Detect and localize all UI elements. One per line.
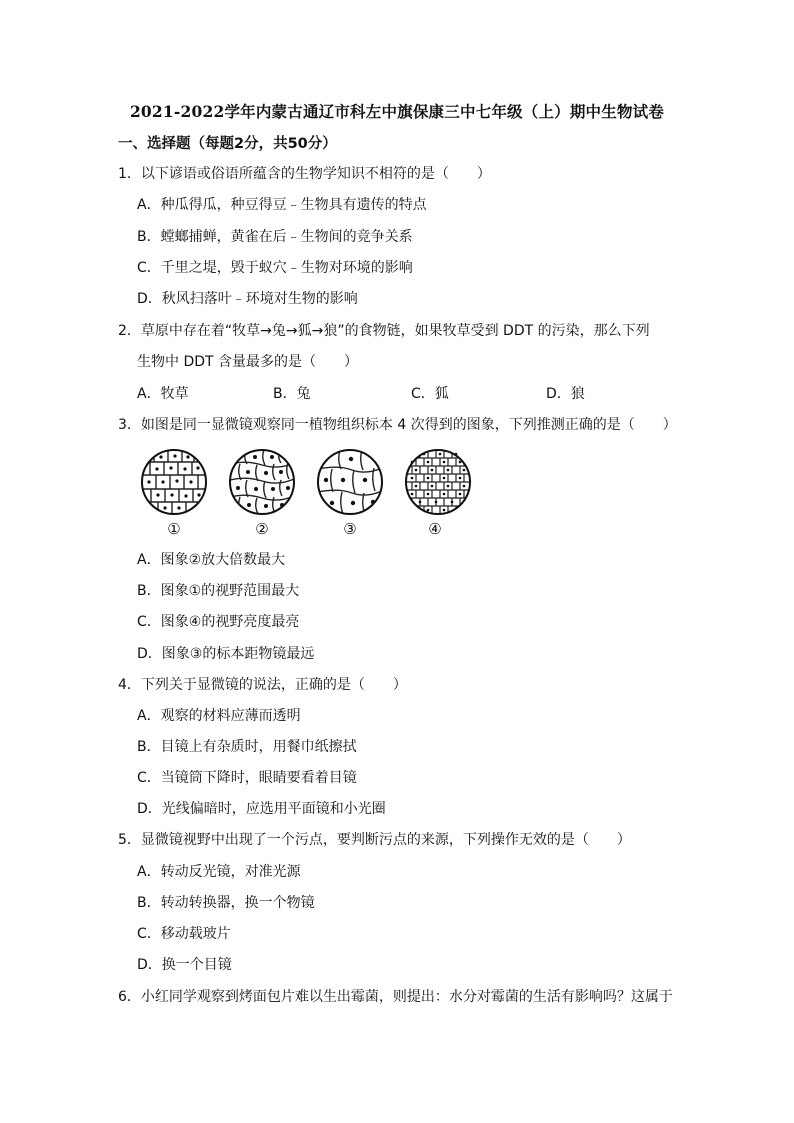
question-2-option-a: A．牧草 <box>137 386 189 402</box>
question-4-stem: 4．下列关于显微镜的说法，正确的是（ ） <box>118 677 407 693</box>
figure-label-2: ② <box>255 520 269 538</box>
question-1-option-a: A．种瓜得瓜，种豆得豆﹣生物具有遗传的特点 <box>137 197 427 213</box>
question-1-option-c: C．千里之堤，毁于蚁穴﹣生物对环境的影响 <box>137 260 413 276</box>
question-2-option-b: B．兔 <box>273 386 311 402</box>
question-6-stem: 6．小红同学观察到烤面包片难以生出霉菌，则提出：水分对霉菌的生活有影响吗？这属于 <box>118 989 673 1005</box>
exam-title: 2021-2022学年内蒙古通辽市科左中旗保康三中七年级（上）期中生物试卷 <box>129 102 665 121</box>
microscope-view-1 <box>142 450 206 514</box>
question-3-option-c: C．图象④的视野亮度最亮 <box>137 614 300 630</box>
microscope-view-2 <box>230 450 294 514</box>
question-1-option-d: D．秋风扫落叶﹣环境对生物的影响 <box>137 291 358 307</box>
question-2-option-d: D．狼 <box>546 386 585 402</box>
question-1-stem: 1．以下谚语或俗语所蕴含的生物学知识不相符的是（ ） <box>118 166 491 182</box>
question-4-option-b: B．目镜上有杂质时，用餐巾纸擦拭 <box>137 739 357 755</box>
figure-label-4: ④ <box>428 520 442 538</box>
question-3-stem: 3．如图是同一显微镜观察同一植物组织标本 4 次得到的图象，下列推测正确的是（ ） <box>118 417 677 433</box>
microscope-view-3 <box>318 450 382 514</box>
figure-label-3: ③ <box>343 520 357 538</box>
question-4-option-d: D．光线偏暗时，应选用平面镜和小光圈 <box>137 801 386 817</box>
figure-label-1: ① <box>167 520 181 538</box>
question-3-option-b: B．图象①的视野范围最大 <box>137 583 300 599</box>
question-2-stem-line1: 2．草原中存在着“牧草→兔→狐→狼”的食物链，如果牧草受到 DDT 的污染，那么下列 <box>118 323 650 339</box>
question-5-option-d: D．换一个目镜 <box>137 957 232 973</box>
question-4-option-a: A．观察的材料应薄而透明 <box>137 708 301 724</box>
section-heading: 一、选择题（每题2分，共50分） <box>118 136 337 152</box>
question-3-option-d: D．图象③的标本距物镜最远 <box>137 646 315 662</box>
question-3-option-a: A．图象②放大倍数最大 <box>137 552 286 568</box>
question-2-stem-line2: 生物中 DDT 含量最多的是（ ） <box>137 354 359 370</box>
question-5-option-c: C．移动载玻片 <box>137 926 231 942</box>
question-5-option-b: B．转动转换器，换一个物镜 <box>137 895 315 911</box>
microscope-views-figure <box>140 446 480 540</box>
question-1-option-b: B．螳螂捕蝉，黄雀在后﹣生物间的竞争关系 <box>137 229 413 245</box>
question-2-option-c: C．狐 <box>411 386 449 402</box>
question-5-stem: 5．显微镜视野中出现了一个污点，要判断污点的来源，下列操作无效的是（ ） <box>118 832 631 848</box>
question-4-option-c: C．当镜筒下降时，眼睛要看着目镜 <box>137 770 357 786</box>
question-5-option-a: A．转动反光镜，对准光源 <box>137 864 301 880</box>
microscope-view-4 <box>406 450 470 514</box>
